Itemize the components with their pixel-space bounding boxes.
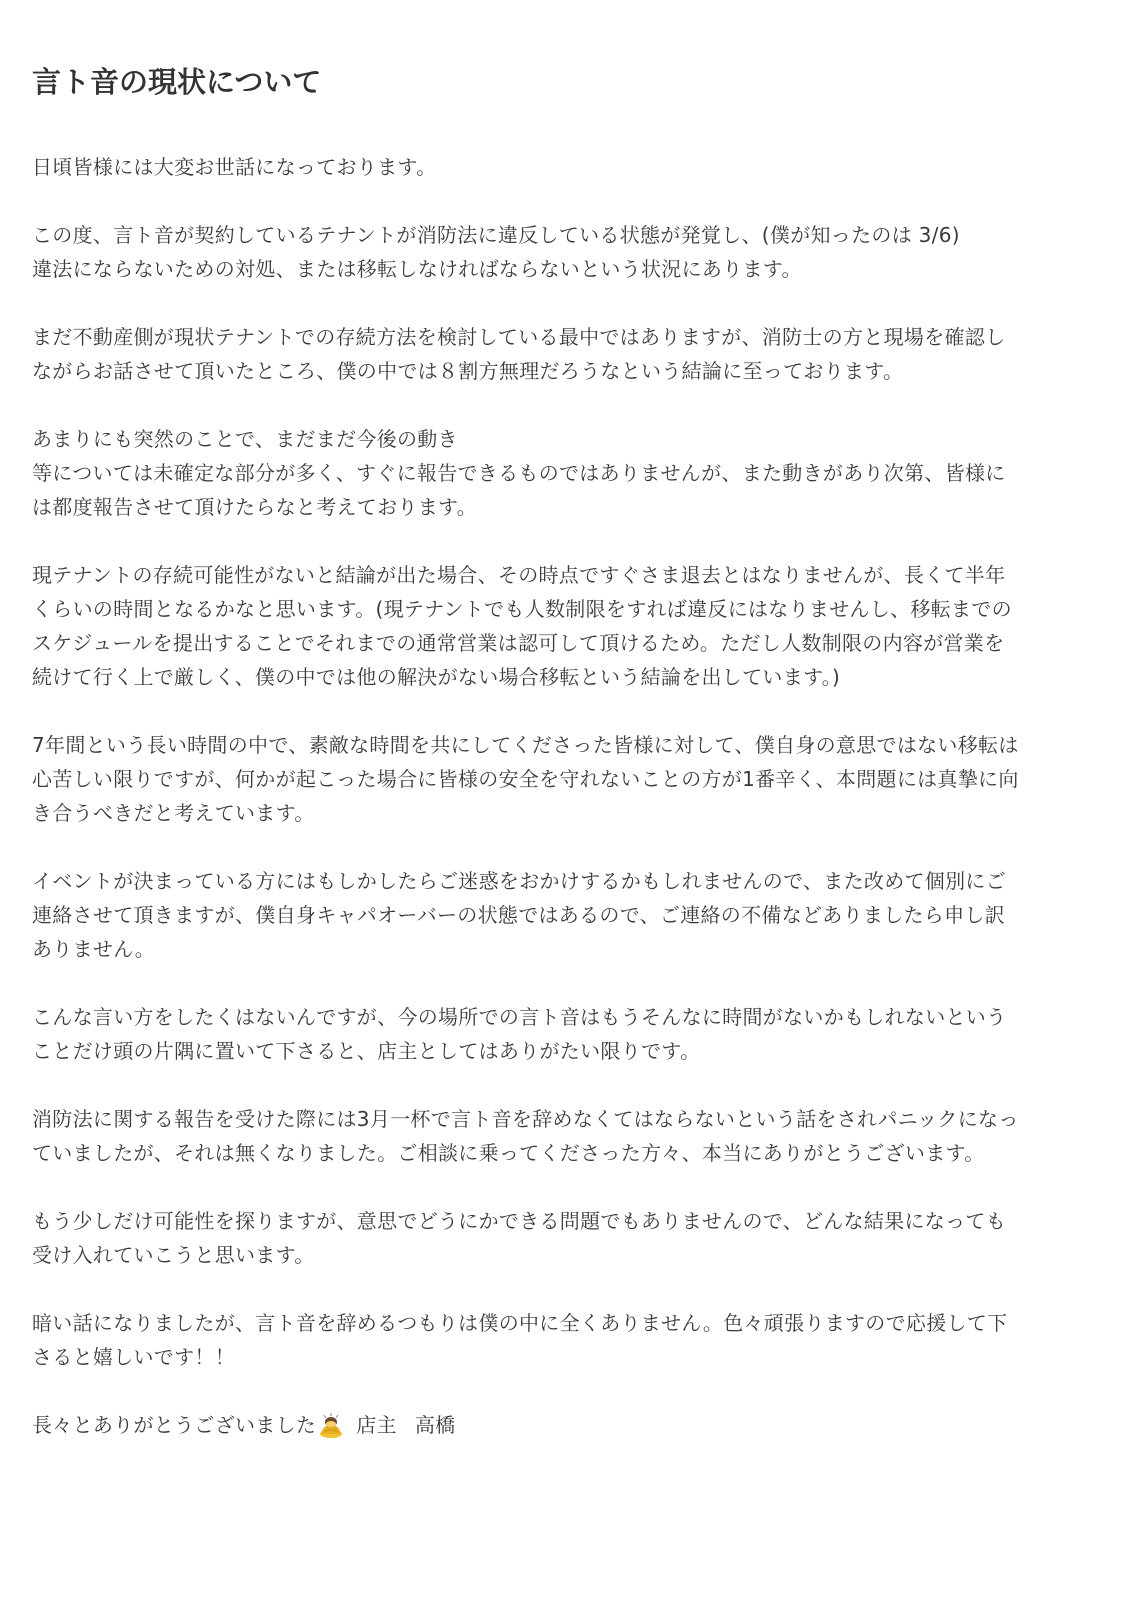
paragraph bbox=[32, 728, 1095, 830]
paragraph bbox=[32, 320, 1095, 388]
paragraph-line: ありません。 bbox=[32, 937, 155, 961]
article-body bbox=[32, 150, 1095, 1374]
paragraph-line: 消防法に関する報告を受けた際には3月一杯で言ト音を辞めなくてはならないという話をされパニックになっ bbox=[32, 1107, 1019, 1131]
paragraph-line: くらいの時間となるかなと思います。(現テナントでも人数制限をすれば違反にはなりませんし、移転までの bbox=[32, 597, 1012, 621]
signature-name: 高橋 bbox=[414, 1413, 456, 1437]
paragraph-line: まだ不動産側が現状テナントでの存続方法を検討している最中ではありますが、消防士の方と現場を確認し bbox=[32, 325, 1006, 349]
paragraph-line: 続けて行く上で厳しく、僕の中では他の解決がない場合移転という結論を出しています。) bbox=[32, 665, 841, 689]
paragraph-line: 暗い話になりましたが、言ト音を辞めるつもりは僕の中に全くありません。色々頑張りますので応援して下 bbox=[32, 1311, 1008, 1335]
paragraph-line: 違法にならないための対処、または移転しなければならないという状況にあります。 bbox=[32, 257, 802, 281]
paragraph-line: この度、言ト音が契約しているテナントが消防法に違反している状態が発覚し、(僕が知ったのは 3/6) bbox=[32, 223, 960, 247]
page-title: 言ト音の現状について bbox=[32, 65, 322, 99]
paragraph-line: もう少しだけ可能性を探りますが、意思でどうにかできる問題でもありませんので、どんな結果になっても bbox=[32, 1209, 1006, 1233]
paragraph-line: は都度報告させて頂けたらなと考えております。 bbox=[32, 495, 477, 519]
paragraph bbox=[32, 1204, 1095, 1272]
paragraph-line: さると嬉しいです！！ bbox=[32, 1345, 235, 1369]
paragraph bbox=[32, 150, 1095, 184]
paragraph bbox=[32, 218, 1095, 286]
paragraph-line: 等については未確定な部分が多く、すぐに報告できるものではありませんが、また動きがあり次第、皆様に bbox=[32, 461, 1006, 485]
signature-thanks: 長々とありがとうございました bbox=[32, 1413, 317, 1437]
paragraph bbox=[32, 558, 1095, 694]
paragraph bbox=[32, 1306, 1095, 1374]
paragraph-line: スケジュールを提出することでそれまでの通常営業は認可して頂けるため。ただし人数制限の内容が営業を bbox=[32, 631, 1005, 655]
paragraph-line: 日頃皆様には大変お世話になっております。 bbox=[32, 155, 437, 179]
paragraph-line: き合うべきだと考えています。 bbox=[32, 801, 315, 825]
bowing-person-icon bbox=[318, 1412, 344, 1438]
paragraph bbox=[32, 1102, 1095, 1170]
signature-role: 店主 bbox=[356, 1413, 397, 1437]
paragraph-line: あまりにも突然のことで、まだまだ今後の動き bbox=[32, 427, 458, 451]
paragraph-line: 7年間という長い時間の中で、素敵な時間を共にしてくださった皆様に対して、僕自身の意思ではない移転は bbox=[32, 733, 1019, 757]
paragraph-line: こんな言い方をしたくはないんですが、今の場所での言ト音はもうそんなに時間がないかもしれないという bbox=[32, 1005, 1007, 1029]
paragraph-line: ことだけ頭の片隅に置いて下さると、店主としてはありがたい限りです。 bbox=[32, 1039, 701, 1063]
paragraph-line: イベントが決まっている方にはもしかしたらご迷惑をおかけするかもしれませんので、また改めて個別にご bbox=[32, 869, 1006, 893]
paragraph-line: 連絡させて頂きますが、僕自身キャパオーバーの状態ではあるので、ご連絡の不備などありましたら申し訳 bbox=[32, 903, 1005, 927]
paragraph bbox=[32, 1000, 1095, 1068]
paragraph-line: 受け入れていこうと思います。 bbox=[32, 1243, 315, 1267]
signature-line bbox=[32, 1408, 1095, 1442]
paragraph bbox=[32, 422, 1095, 524]
paragraph bbox=[32, 864, 1095, 966]
paragraph-line: 心苦しい限りですが、何かが起こった場合に皆様の安全を守れないことの方が1番辛く、本問題には真摯に向 bbox=[32, 767, 1019, 791]
paragraph-line: ていましたが、それは無くなりました。ご相談に乗ってくださった方々、本当にありがとうございます。 bbox=[32, 1141, 985, 1165]
paragraph-line: 現テナントの存続可能性がないと結論が出た場合、その時点ですぐさま退去とはなりませんが、長くて半年 bbox=[32, 563, 1006, 587]
paragraph-line: ながらお話させて頂いたところ、僕の中では８割方無理だろうなという結論に至っております。 bbox=[32, 359, 904, 383]
